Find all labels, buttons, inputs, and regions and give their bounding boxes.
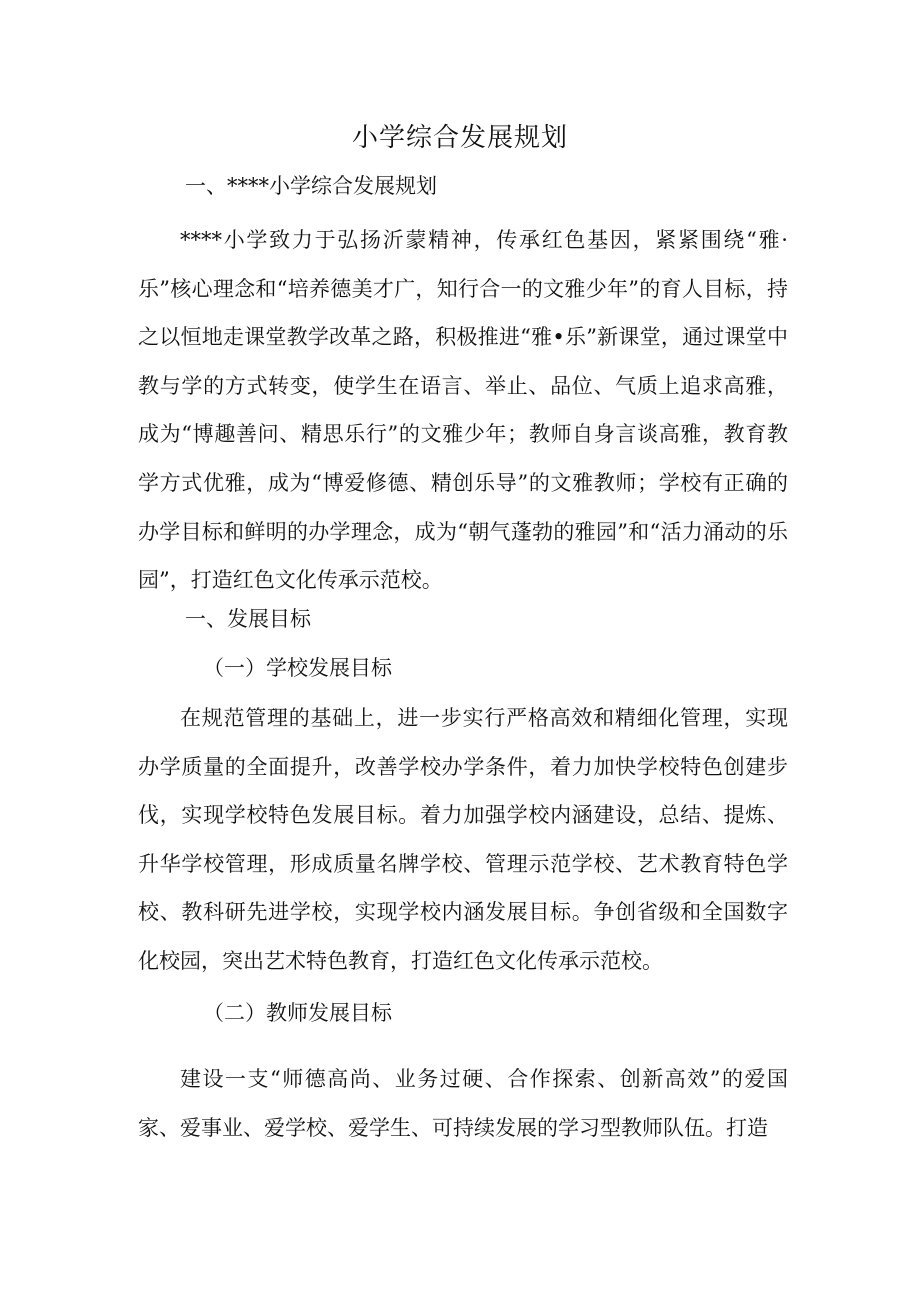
school-goal-block <box>138 694 788 986</box>
teacher-goal-block <box>138 1055 788 1152</box>
intro-paragraph: ****小学致力于弘扬沂蒙精神，传承红色基因，紧紧围绕“雅·乐”核心理念和“培养德美才广，知行合一的文雅少年”的育人目标，持之以恒地走课堂教学改革之路，积极推进“雅•乐”新课堂，通过课堂中教与学的方式转变，使学生在语言、举止、品位、气质上追求高雅，成为“博趣善问、精思乐行”的文雅少年；教师自身言谈高雅，教育教学方式优雅，成为“博爱修德、精创乐导”的文雅教师；学校有正确的办学目标和鲜明的办学理念，成为“朝气蓬勃的雅园”和“活力涌动的乐园”，打造红色文化传承示范校。 <box>138 228 788 593</box>
school-goal-paragraph: 在规范管理的基础上，进一步实行严格高效和精细化管理，实现办学质量的全面提升，改善学校办学条件，着力加快学校特色创建步伐，实现学校特色发展目标。着力加强学校内涵建设，总结、提炼、升华学校管理，形成质量名牌学校、管理示范学校、艺术教育特色学校、教科研先进学校，实现学校内涵发展目标。争创省级和全国数字化校园，突出艺术特色教育，打造红色文化传承示范校。 <box>138 706 788 973</box>
goals-heading: 一、发展目标 <box>185 607 311 631</box>
teacher-goal-paragraph: 建设一支“师德高尚、业务过硬、合作探索、创新高效”的爱国家、爱事业、爱学校、爱学生、可持续发展的学习型教师队伍。打造 <box>138 1067 788 1140</box>
section-heading: 一、****小学综合发展规划 <box>185 174 437 198</box>
intro-block <box>138 216 788 605</box>
teacher-goal-heading: （二）教师发展目标 <box>203 1001 392 1025</box>
school-goal-heading: （一）学校发展目标 <box>203 656 392 680</box>
document-title: 小学综合发展规划 <box>351 123 568 153</box>
